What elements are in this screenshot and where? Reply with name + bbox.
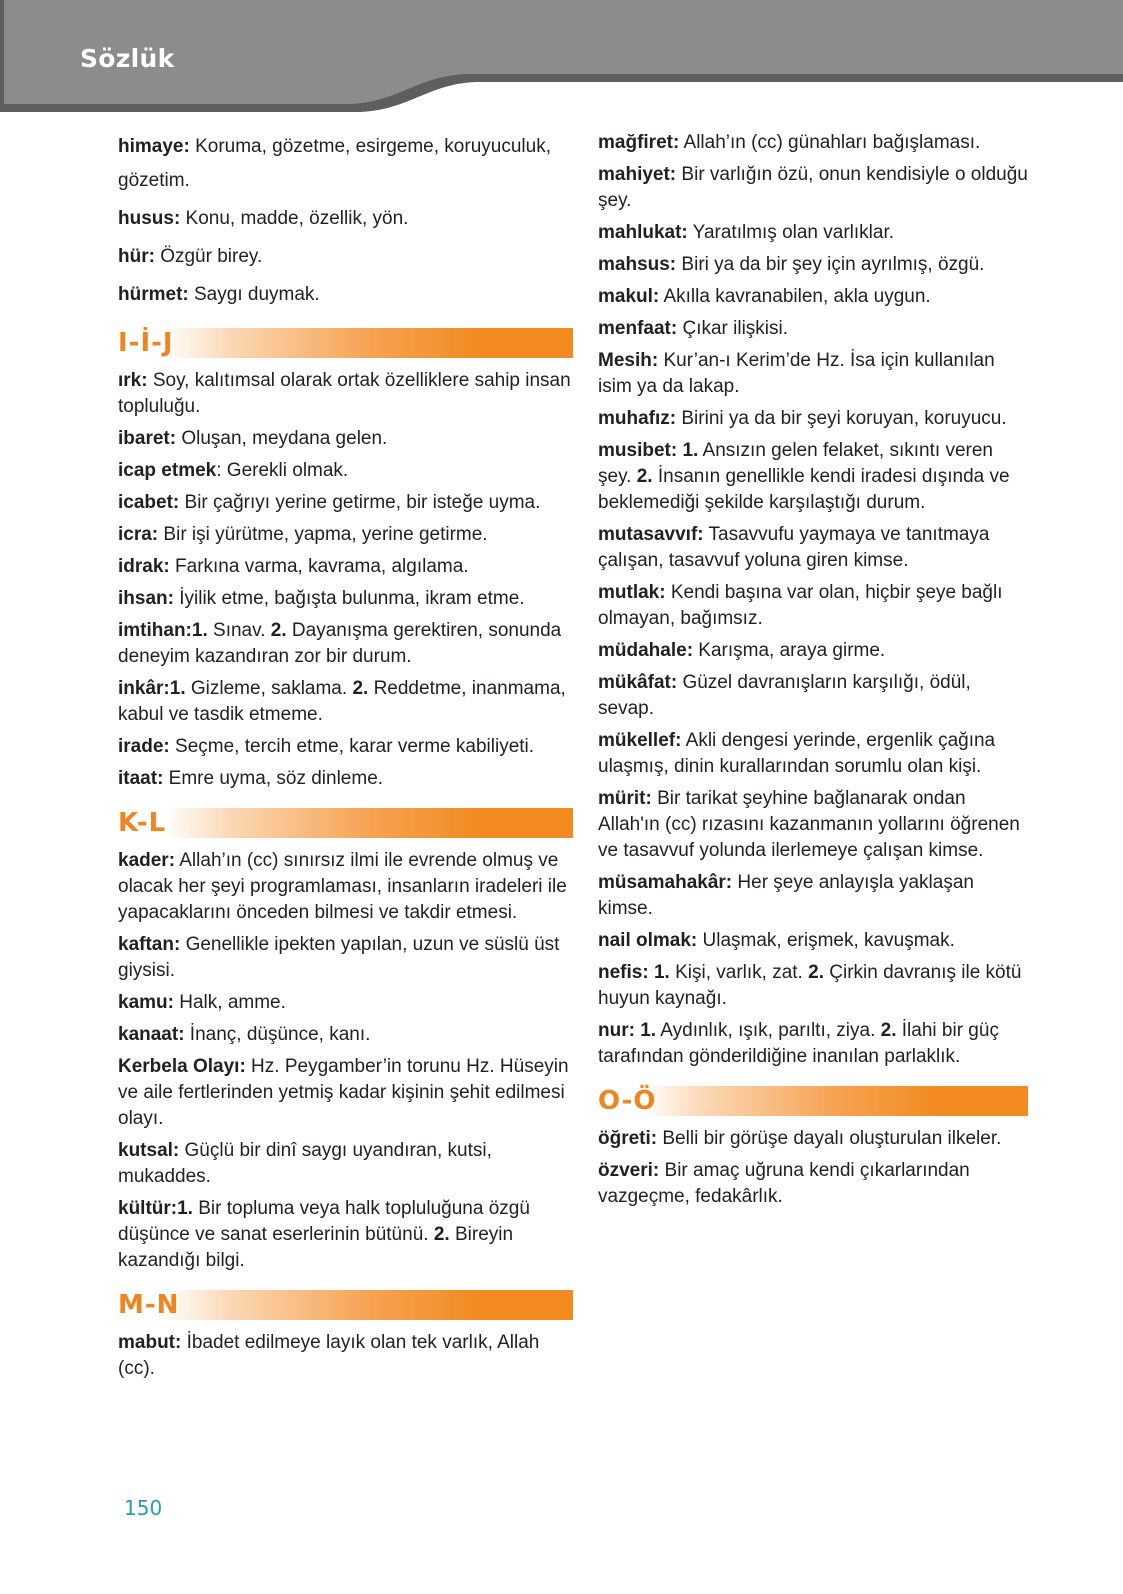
section-bar — [598, 1086, 1028, 1116]
glossary-term: Mesih: — [598, 350, 659, 371]
glossary-entry — [598, 252, 1028, 278]
glossary-term: nail olmak: — [598, 930, 698, 951]
glossary-definition: : Gerekli olmak. — [216, 460, 349, 481]
glossary-entry — [118, 734, 573, 760]
glossary-term: kanaat: — [118, 1024, 185, 1045]
glossary-definition: Allah’ın (cc) sınırsız ilmi ile evrende olmuş ve olacak her şeyi programlaması, insanların iradeleri ile yapacaklarını önceden bilmesi ve takdir etmesi. — [118, 850, 567, 923]
glossary-term: ırk: — [118, 370, 148, 391]
glossary-entry — [598, 670, 1028, 722]
glossary-entry — [598, 870, 1028, 922]
definition-number: 1. — [169, 678, 186, 699]
glossary-definition: Farkına varma, kavrama, algılama. — [169, 556, 469, 577]
section-bar — [118, 328, 573, 358]
glossary-term: inkâr: — [118, 678, 170, 699]
glossary-term: mükellef: — [598, 730, 682, 751]
glossary-definition: Seçme, tercih etme, karar verme kabiliyeti. — [169, 736, 535, 757]
glossary-term: mabut: — [118, 1332, 182, 1353]
glossary-entry — [118, 618, 573, 670]
glossary-definition: Hz. Peygamber’in torunu Hz. Hüseyin ve aile fertlerinden yetmiş kadar kişinin şehit edilmesi olayı. — [118, 1056, 569, 1129]
glossary-definition: Soy, kalıtımsal olarak ortak özelliklere sahip insan topluluğu. — [118, 370, 571, 417]
page-header — [0, 0, 1123, 120]
glossary-entry — [598, 928, 1028, 954]
glossary-entry — [598, 638, 1028, 664]
section-header — [598, 1084, 1028, 1118]
page-number: 150 — [124, 1496, 163, 1520]
glossary-term: mağfiret: — [598, 132, 680, 153]
glossary-definition: Güzel davranışların karşılığı, ödül, sevap. — [598, 672, 971, 719]
glossary-definition: Her şeye anlayışla yaklaşan kimse. — [598, 872, 974, 919]
glossary-entry — [118, 848, 573, 926]
glossary-entry — [118, 458, 573, 484]
glossary-definition: Ansızın gelen felaket, sıkıntı veren şey. — [598, 440, 993, 487]
glossary-definition: Çıkar ilişkisi. — [677, 318, 789, 339]
glossary-definition: Bir tarikat şeyhine bağlanarak ondan Allah'ın (cc) rızasını kazanmanın yollarını öğrenen ve tasavvuf yolunda ilerlemeye çalışan kimse. — [598, 788, 1020, 861]
glossary-definition: Kişi, varlık, zat. — [669, 962, 809, 983]
glossary-entry — [598, 162, 1028, 214]
glossary-definition: Belli bir görüşe dayalı oluşturulan ilkeler. — [657, 1128, 1002, 1149]
glossary-definition: Allah’ın (cc) günahları bağışlaması. — [679, 132, 981, 153]
glossary-entry — [118, 1022, 573, 1048]
glossary-definition: Reddetme, inanmama, kabul ve tasdik etmeme. — [118, 678, 566, 725]
glossary-definition: Özgür birey. — [154, 246, 263, 267]
definition-number: 1. — [177, 1198, 193, 1219]
glossary-term: kutsal: — [118, 1140, 180, 1161]
glossary-definition: İbadet edilmeye layık olan tek varlık, Allah (cc). — [118, 1332, 540, 1379]
glossary-definition: Bir amaç uğruna kendi çıkarlarından vazgeçme, fedakârlık. — [598, 1160, 970, 1207]
glossary-definition: Oluşan, meydana gelen. — [176, 428, 388, 449]
section-letter: K-L — [118, 808, 167, 838]
glossary-term: musibet: — [598, 440, 678, 461]
definition-number: 2. — [433, 1224, 450, 1245]
right-column — [598, 130, 1028, 1216]
glossary-term: muhafız: — [598, 408, 677, 429]
glossary-definition: Gizleme, saklama. — [185, 678, 353, 699]
glossary-entry — [118, 586, 573, 612]
glossary-entry — [598, 522, 1028, 574]
glossary-definition: Dayanışma gerektiren, sonunda deneyim kazandıran zor bir durum. — [118, 620, 562, 667]
section-header — [118, 326, 573, 360]
definition-number: 2. — [808, 962, 824, 983]
glossary-entry — [598, 1158, 1028, 1210]
glossary-definition: Koruma, gözetme, esirgeme, koruyuculuk, gözetim. — [118, 136, 551, 191]
section-letter: O-Ö — [598, 1086, 657, 1116]
glossary-term: himaye: — [118, 136, 190, 157]
glossary-definition: Güçlü bir dinî saygı uyandıran, kutsi, mukaddes. — [118, 1140, 492, 1187]
glossary-term: özveri: — [598, 1160, 660, 1181]
glossary-term: mutlak: — [598, 582, 666, 603]
glossary-definition: Tasavvufu yaymaya ve tanıtmaya çalışan, tasavvuf yoluna giren kimse. — [598, 524, 990, 571]
glossary-definition: İnsanın genellikle kendi iradesi dışında ve beklemediği şekilde karşılaştığı durum. — [598, 466, 1010, 513]
left-column — [118, 130, 573, 1388]
glossary-definition: Biri ya da bir şey için ayrılmış, özgü. — [676, 254, 985, 275]
glossary-entry — [118, 490, 573, 516]
glossary-definition: Çirkin davranış ile kötü huyun kaynağı. — [598, 962, 1022, 1009]
glossary-entry — [598, 316, 1028, 342]
glossary-term: imtihan: — [118, 620, 192, 641]
glossary-definition: Kur’an-ı Kerim’de Hz. İsa için kullanılan isim ya da lakap. — [598, 350, 995, 397]
glossary-definition: Yaratılmış olan varlıklar. — [687, 222, 895, 243]
glossary-entry — [118, 240, 573, 274]
glossary-entry — [598, 438, 1028, 516]
glossary-entry — [118, 1330, 573, 1382]
section-bar — [118, 808, 573, 838]
glossary-entry — [118, 932, 573, 984]
glossary-term: icabet: — [118, 492, 180, 513]
glossary-definition: İlahi bir güç tarafından gönderildiğine inanılan parlaklık. — [598, 1020, 999, 1067]
glossary-term: kamu: — [118, 992, 174, 1013]
glossary-entry — [118, 426, 573, 452]
glossary-entry — [598, 284, 1028, 310]
glossary-term: müsamahakâr: — [598, 872, 733, 893]
glossary-definition: Saygı duymak. — [188, 284, 320, 305]
glossary-term: nur: — [598, 1020, 635, 1041]
glossary-definition: Sınav. — [207, 620, 271, 641]
glossary-term: irade: — [118, 736, 170, 757]
glossary-term: mahiyet: — [598, 164, 677, 185]
section-letter: I-İ-J — [118, 328, 174, 358]
glossary-definition: Kendi başına var olan, hiçbir şeye bağlı olmayan, bağımsız. — [598, 582, 1003, 629]
glossary-term: Kerbela Olayı: — [118, 1056, 246, 1077]
glossary-definition: Birini ya da bir şeyi koruyan, koruyucu. — [676, 408, 1007, 429]
glossary-entry — [118, 202, 573, 236]
glossary-entry — [118, 766, 573, 792]
glossary-term: nefis: — [598, 962, 649, 983]
glossary-entry — [598, 786, 1028, 864]
definition-number: 1. — [191, 620, 208, 641]
definition-number: 2. — [880, 1020, 897, 1041]
glossary-term: itaat: — [118, 768, 164, 789]
glossary-definition: Bireyin kazandığı bilgi. — [118, 1224, 514, 1271]
glossary-term: icra: — [118, 524, 159, 545]
glossary-term: öğreti: — [598, 1128, 658, 1149]
glossary-term: mutasavvıf: — [598, 524, 704, 545]
glossary-entry — [118, 990, 573, 1016]
glossary-entry — [598, 580, 1028, 632]
glossary-term: müdahale: — [598, 640, 694, 661]
definition-number: 1. — [677, 440, 699, 461]
glossary-term: kader: — [118, 850, 176, 871]
glossary-term: mahlukat: — [598, 222, 688, 243]
section-header — [118, 1288, 573, 1322]
glossary-term: makul: — [598, 286, 660, 307]
glossary-definition: Bir varlığın özü, onun kendisiyle o olduğu şey. — [598, 164, 1028, 211]
glossary-definition: Bir işi yürütme, yapma, yerine getirme. — [158, 524, 488, 545]
glossary-term: mükâfat: — [598, 672, 678, 693]
glossary-term: kültür: — [118, 1198, 178, 1219]
glossary-definition: Karışma, araya girme. — [693, 640, 886, 661]
glossary-definition: Bir topluma veya halk topluluğuna özgü düşünce ve sanat eserlerinin bütünü. — [118, 1198, 530, 1245]
glossary-term: icap etmek — [118, 460, 217, 481]
glossary-definition: Emre uyma, söz dinleme. — [163, 768, 384, 789]
glossary-definition: Akılla kavranabilen, akla uygun. — [659, 286, 931, 307]
section-letter: M-N — [118, 1290, 180, 1320]
definition-number: 2. — [352, 678, 369, 699]
glossary-entry — [598, 960, 1028, 1012]
glossary-entry — [598, 1018, 1028, 1070]
glossary-definition: Akli dengesi yerinde, ergenlik çağına ulaşmış, dinin kurallarından sorumlu olan kişi. — [598, 730, 996, 777]
glossary-entry — [598, 406, 1028, 432]
section-header — [118, 806, 573, 840]
glossary-entry — [598, 130, 1028, 156]
section-bar — [118, 1290, 573, 1320]
glossary-definition: Genellikle ipekten yapılan, uzun ve süslü üst giysisi. — [118, 934, 560, 981]
definition-number: 2. — [636, 466, 653, 487]
glossary-entry — [118, 676, 573, 728]
glossary-term: mahsus: — [598, 254, 677, 275]
glossary-term: kaftan: — [118, 934, 181, 955]
glossary-definition: Halk, amme. — [173, 992, 286, 1013]
glossary-entry — [118, 368, 573, 420]
glossary-term: hür: — [118, 246, 155, 267]
glossary-definition: Bir çağrıyı yerine getirme, bir isteğe uyma. — [179, 492, 541, 513]
glossary-entry — [598, 348, 1028, 400]
glossary-entry — [598, 220, 1028, 246]
glossary-entry — [118, 522, 573, 548]
glossary-entry — [598, 728, 1028, 780]
glossary-entry — [118, 278, 573, 312]
definition-number: 2. — [270, 620, 287, 641]
glossary-term: mürit: — [598, 788, 652, 809]
glossary-definition: Ulaşmak, erişmek, kavuşmak. — [697, 930, 955, 951]
glossary-entry — [118, 1138, 573, 1190]
glossary-term: ibaret: — [118, 428, 177, 449]
definition-number: 1. — [648, 962, 670, 983]
glossary-term: menfaat: — [598, 318, 678, 339]
glossary-term: idrak: — [118, 556, 170, 577]
glossary-term: husus: — [118, 208, 181, 229]
glossary-entry — [118, 554, 573, 580]
glossary-definition: İyilik etme, bağışta bulunma, ikram etme. — [173, 588, 525, 609]
glossary-entry — [118, 1054, 573, 1132]
glossary-term: ihsan: — [118, 588, 174, 609]
definition-number: 1. — [634, 1020, 657, 1041]
glossary-definition: Konu, madde, özellik, yön. — [180, 208, 409, 229]
glossary-entry — [118, 1196, 573, 1274]
glossary-term: hürmet: — [118, 284, 189, 305]
glossary-entry — [118, 130, 573, 198]
glossary-entry — [598, 1126, 1028, 1152]
glossary-definition: Aydınlık, ışık, parıltı, ziya. — [656, 1020, 881, 1041]
page-title: Sözlük — [80, 44, 175, 73]
glossary-definition: İnanç, düşünce, kanı. — [184, 1024, 371, 1045]
